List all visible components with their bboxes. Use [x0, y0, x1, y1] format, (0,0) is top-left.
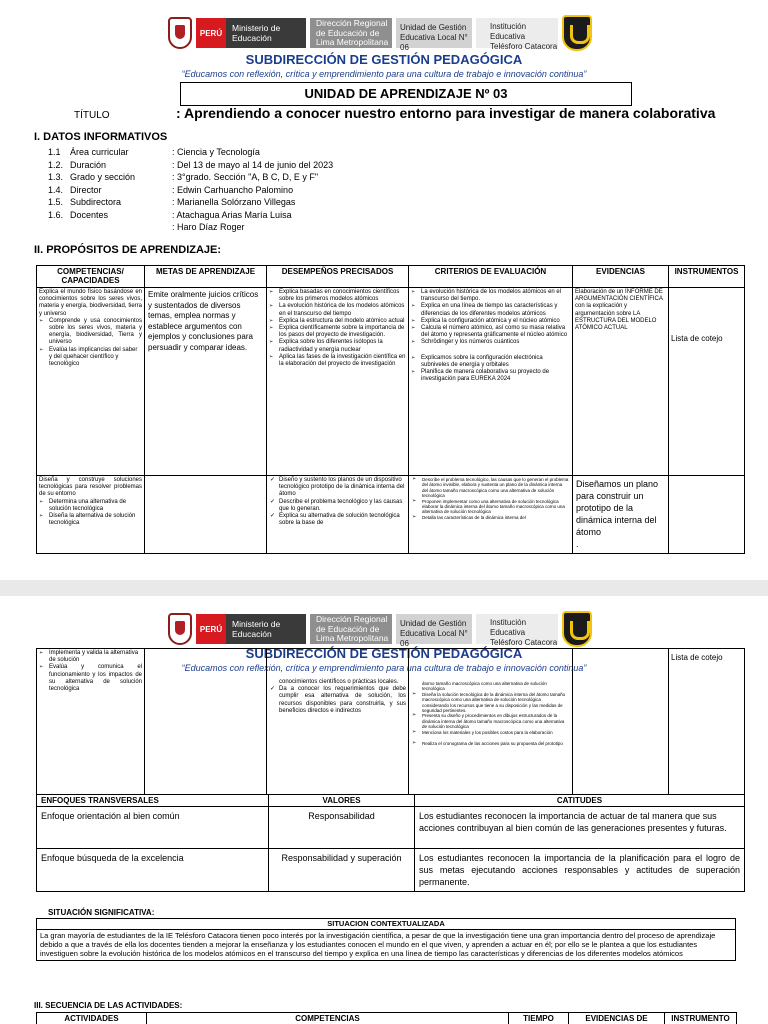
instrumento-cell: Lista de cotejo [669, 649, 745, 795]
unit-title: UNIDAD DE APRENDIZAJE Nº 03 [180, 82, 632, 106]
col-header: COMPETENCIAS/ CAPACIDADES [37, 266, 145, 288]
peru-logo: PERÚ [196, 18, 226, 48]
ministerio-logo: Ministerio de Educación [226, 614, 306, 644]
school-crest-icon [562, 15, 592, 51]
col-header: METAS DE APRENDIZAJE [145, 266, 267, 288]
col-header: DESEMPEÑOS PRECISADOS [267, 266, 409, 288]
col-header: TIEMPO [509, 1013, 569, 1024]
competencia-cell: ➢ Implementa y valida la alternativa de solución ➢ Evalúa y comunica el funcionamiento y los impactos de su alternativa de solución tecnológica [37, 649, 145, 795]
ugel-logo: Unidad de Gestión Educativa Local N° 06 [396, 614, 472, 644]
valor-cell: Responsabilidad y superación [269, 849, 415, 892]
secuencia-label: III. SECUENCIA DE LAS ACTIVIDADES: [34, 1001, 183, 1010]
propositos-table-continued [36, 648, 745, 795]
situacion-label: SITUACIÓN SIGNIFICATIVA: [48, 908, 155, 917]
datos-row: 1.4. Director : Edwin Carhuancho Palomino [48, 184, 294, 195]
actitud-cell: Los estudiantes reconocen la importancia de la planificación para el logro de sus metas ejecutando acciones responsables y actitudes de superación permanente. [415, 849, 745, 892]
evidencias-cell: Elaboración de un INFORME DE ARGUMENTACIÓN CIENTÍFICA con la explicación y argumentación sobre LA ESTRUCTURA DEL MODELO ATÓMICO ACTUAL [573, 288, 669, 476]
desempenos-cell: ➢ Explica basadas en conocimientos científicos sobre los primeros modelos atómicos ➢ La evolución histórica de los modelos atómicos en el transcurso del tiempo ➢ Explica la estructura del modelo atómico actual ➢ Explica científicamente sobre la importancia de los pasos del proyecto de investigación. ➢ Explica sobre los diferentes isótopos la radiactividad y energía nuclear ➢ Aplica las fases de la investigación científica en la elaboración del proyecto de investigación [267, 288, 409, 476]
instrumento-cell [669, 476, 745, 554]
ugel-logo: Unidad de Gestión Educativa Local N° 06 [396, 18, 472, 48]
enfoque-cell: Enfoque orientación al bien común [37, 807, 269, 849]
col-header: CRITERIOS DE EVALUACIÓN [409, 266, 573, 288]
peru-coat-of-arms-icon [168, 17, 192, 49]
peru-coat-of-arms-icon [168, 613, 192, 645]
competencia-cell: Diseña y construye soluciones tecnológicas para resolver problemas de su entorno ➢ Determina una alternativa de solución tecnológica ➢ Diseña la alternativa de solución tecnológica [37, 476, 145, 554]
table-row [37, 649, 745, 795]
school-crest-icon [562, 611, 592, 647]
criterios-cell: ➢ La evolución histórica de los modelos atómicos en el transcurso del tiempo. ➢ Explica en una línea de tiempo las características y diferencias de los diferentes modelos atómicos ➢ Explica la configuración atómica y el núcleo atómico ➢ Calcula el número atómico, así como su masa relativa del átomo y representa gráficamente el núcleo atómico ➢ Schrödinger y los números cuánticos ➢ Explicamos sobre la configuración electrónica subniveles de energía y orbitales ➢ Planifica de manera colaborativa su proyecto de investigación para EUREKA 2024 [409, 288, 573, 476]
metas-cell [145, 476, 267, 554]
datos-row: 1.2. Duración : Del 13 de mayo al 14 de junio del 2023 [48, 159, 334, 170]
metas-cell: Emite oralmente juicios críticos y sustentados de diversos temas, emplea normas y establece argumentos con ejemplos y conclusiones para persuadir y comparar ideas. [145, 288, 267, 476]
titulo-value: : Aprendiendo a conocer nuestro entorno para investigar de manera colaborativa [176, 105, 716, 121]
col-header: CATITUDES [415, 795, 745, 807]
col-header: INSTRUMENTO [665, 1013, 737, 1024]
col-header: INSTRUMENTOS [669, 266, 745, 288]
col-header: VALORES [269, 795, 415, 807]
table-header-row [37, 795, 745, 807]
document-page-2 [0, 596, 768, 1024]
situacion-table [36, 918, 736, 961]
evidencias-cell: Diseñamos un plano para construir un prototipo de la dinámica interna del átomo . [573, 476, 669, 554]
table-header-row [37, 919, 736, 930]
table-header-row [37, 266, 745, 288]
school-name-logo: Institución Educativa Telésforo Catacora [476, 18, 558, 48]
drelm-logo: Dirección Regional de Educación de Lima Metropolitana [310, 614, 392, 644]
datos-row: 1.3. Grado y sección : 3°grado. Sección "A, B C, D, E y F" [48, 172, 319, 182]
table-header-row [37, 1013, 737, 1024]
section1-heading: I. DATOS INFORMATIVOS [34, 131, 168, 143]
table-row [37, 849, 745, 892]
table-row [37, 930, 736, 961]
table-row [37, 476, 745, 554]
col-header: COMPETENCIAS [147, 1013, 509, 1024]
evidencias-cell [573, 649, 669, 795]
titulo-label: TÍTULO [74, 110, 110, 121]
motto: “Educamos con reflexión, crítica y emprendimiento para una cultura de trabajo e innovación continua” [181, 663, 587, 673]
table-row [37, 807, 745, 849]
datos-row: 1.1 Área curricular : Ciencia y Tecnología [48, 147, 260, 157]
datos-list [48, 146, 333, 234]
instrumento-cell: Lista de cotejo [669, 288, 745, 476]
metas-cell [145, 649, 267, 795]
enfoque-cell: Enfoque búsqueda de la excelencia [37, 849, 269, 892]
subdireccion-title: SUBDIRECCIÓN DE GESTIÓN PEDAGÓGICA [245, 52, 523, 67]
motto: “Educamos con reflexión, crítica y emprendimiento para una cultura de trabajo e innovación continua” [181, 69, 587, 79]
header-logos [168, 10, 608, 56]
datos-row: : Haro Díaz Roger [172, 222, 245, 232]
school-name-logo: Institución Educativa Telésforo Catacora [476, 614, 558, 644]
valor-cell: Responsabilidad [269, 807, 415, 849]
table-row [37, 288, 745, 476]
desempenos-cell: conocimientos científicos o prácticas locales. ✓ Da a conocer los requerimientos que debe cumplir esa alternativa de solución, los recursos disponibles para construirla, y sus beneficios directos e indirectos [267, 649, 409, 795]
section2-heading: II. PROPÓSITOS DE APRENDIZAJE: [34, 244, 222, 256]
criterios-cell: ➢ Describe el problema tecnológico, las causas que lo generan el problema del átomo invisible, elabora y sustenta un plano de la dinámica interna del átomo tamaño macroscópica como una alternativa de solución tecnológica ➢ Proponen implementar como una alternativa de solución tecnológica elaborar la dinámica interna del átomo tamaño macroscópica como una alternativa de solución tecnológica ➢ Detalla las características de la dinámica interna del [409, 476, 573, 554]
col-header: EVIDENCIAS [573, 266, 669, 288]
competencia-cell: Explica el mundo físico basándose en conocimientos sobre los seres vivos, materia y energía, biodiversidad, tierra y universo ➢ Comprende y usa conocimientos sobre los seres vivos, materia y energía, biodiversidad, Tierra y universo ➢ Evalúa las implicancias del saber y del quehacer científico y tecnológico [37, 288, 145, 476]
situacion-text: La gran mayoría de estudiantes de la IE Telésforo Catacora tienen poco interés por la investigación científica, a pesar de que la investigación tiene una gran importancia dentro del proceso de aprendizaje debido a que a través de ella los docentes tienden a mejorar la enseñanza y los estudiantes conocen el mundo en el que viven, y aprenden a actuar en él; por ello se le plantea a que los estudiantes investiguen sobre la evolución histórica de los modelos atómicos en el transcurso del tiempo y explica en una línea de tiempo las características y diferencias de los diferentes modelos atómicos [37, 930, 736, 961]
secuencia-table [36, 1012, 737, 1024]
actitud-cell: Los estudiantes reconocen la importancia de actuar de tal manera que sus acciones contribuyan al bien común de las generaciones presentes y futuras. [415, 807, 745, 849]
enfoques-table [36, 794, 745, 892]
criterios-cell: átomo tamaño macroscópica como una alternativa de solución tecnológica ➢ Diseña la solución tecnológica de la dinámica interna del átomo tamaño macroscópica como una alternativa de solución tecnológica considerando los recursos que tiene a su disposición y las medidas de seguridad pertinentes. ➢ Presenta su diseño y procedimientos en dibujos estructurados de la dinámica interna del átomo tamaño macroscópica como una alternativa de solución tecnológica ➢ Menciona los materiales y los posibles costos para la elaboración ➢ Realiza el cronograma de las acciones para su propuesta del prototipo [409, 649, 573, 795]
drelm-logo: Dirección Regional de Educación de Lima Metropolitana [310, 18, 392, 48]
col-header: ENFOQUES TRANSVERSALES [37, 795, 269, 807]
col-header: SITUACION CONTEXTUALIZADA [37, 919, 736, 930]
col-header: EVIDENCIAS DE [569, 1013, 665, 1024]
datos-row: 1.5. Subdirectora : Marianella Solórzano Villegas [48, 197, 296, 207]
subdireccion-title: SUBDIRECCIÓN DE GESTIÓN PEDAGÓGICA [245, 646, 523, 661]
col-header: ACTIVIDADES [37, 1013, 147, 1024]
desempenos-cell: ✓ Diseño y sustento los planos de un dispositivo tecnológico prototipo de la dinámica interna del átomo ✓ Describe el problema tecnológico y las causas que lo generan. ✓ Explica su alternativa de solución tecnológica sobre la base de [267, 476, 409, 554]
datos-row: 1.6. Docentes : Atachagua Arias María Luisa [48, 209, 292, 220]
propositos-table [36, 265, 745, 554]
peru-logo: PERÚ [196, 614, 226, 644]
ministerio-logo: Ministerio de Educación [226, 18, 306, 48]
